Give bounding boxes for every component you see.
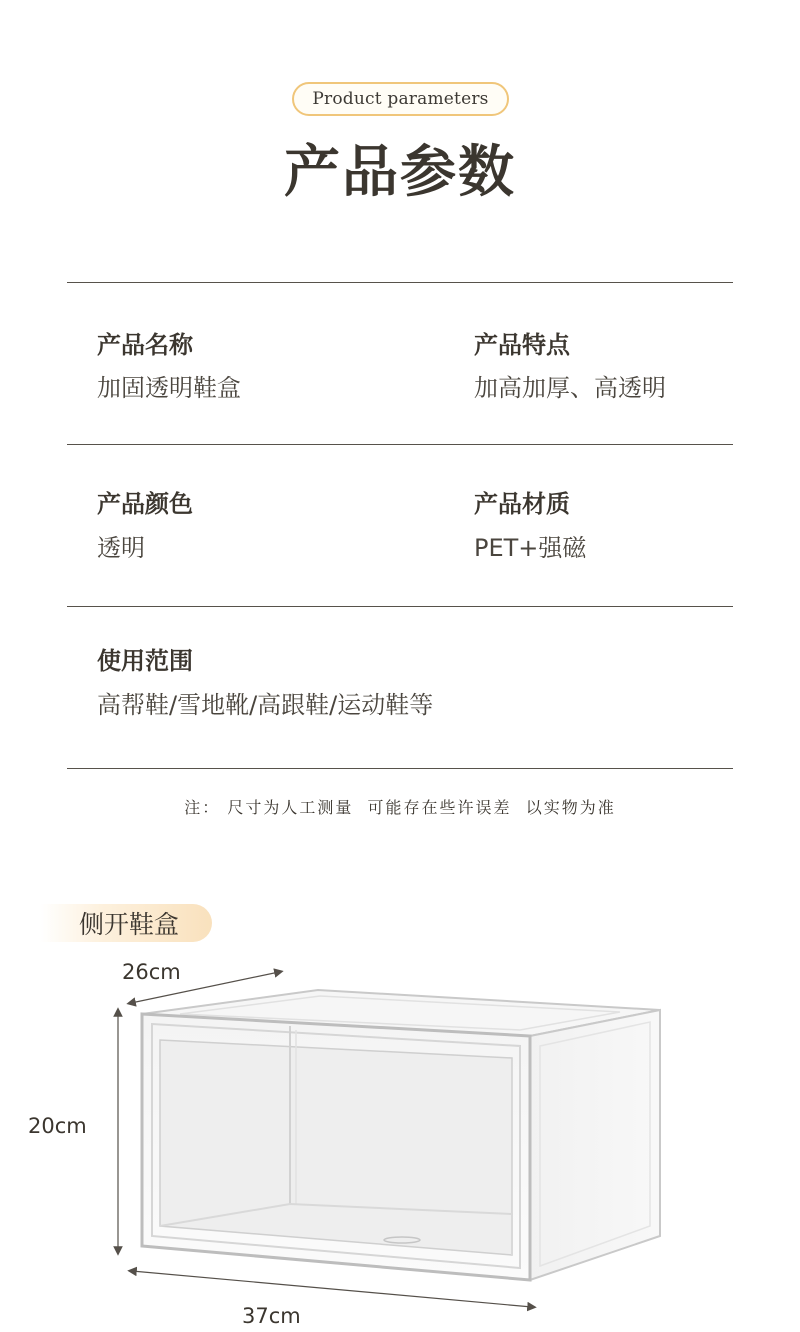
- product-parameters-badge: Product parameters: [292, 82, 509, 116]
- param-label-usage: 使用范围: [97, 647, 193, 675]
- param-label-color: 产品颜色: [97, 490, 193, 518]
- divider: [67, 768, 733, 769]
- param-label-material: 产品材质: [474, 490, 570, 518]
- page-title: 产品参数: [284, 140, 516, 205]
- param-label-features: 产品特点: [474, 331, 570, 359]
- param-value-features: 加高加厚、高透明: [474, 374, 666, 402]
- divider: [67, 606, 733, 607]
- measurement-note: 注： 尺寸为人工测量 可能存在些许误差 以实物为准: [184, 798, 616, 817]
- param-value-name: 加固透明鞋盒: [97, 374, 241, 402]
- param-value-material: PET+强磁: [474, 534, 587, 562]
- section-title-side-open-shoebox: 侧开鞋盒: [40, 904, 212, 942]
- divider: [67, 282, 733, 283]
- param-value-usage: 高帮鞋/雪地靴/高跟鞋/运动鞋等: [97, 691, 434, 719]
- depth-label: 26cm: [122, 960, 181, 984]
- clear-shoebox: [142, 990, 660, 1280]
- divider: [67, 444, 733, 445]
- height-label: 20cm: [28, 1114, 87, 1138]
- width-label: 37cm: [242, 1304, 301, 1328]
- param-label-name: 产品名称: [97, 331, 193, 359]
- param-value-color: 透明: [97, 534, 145, 562]
- shoebox-illustration: [0, 950, 800, 1332]
